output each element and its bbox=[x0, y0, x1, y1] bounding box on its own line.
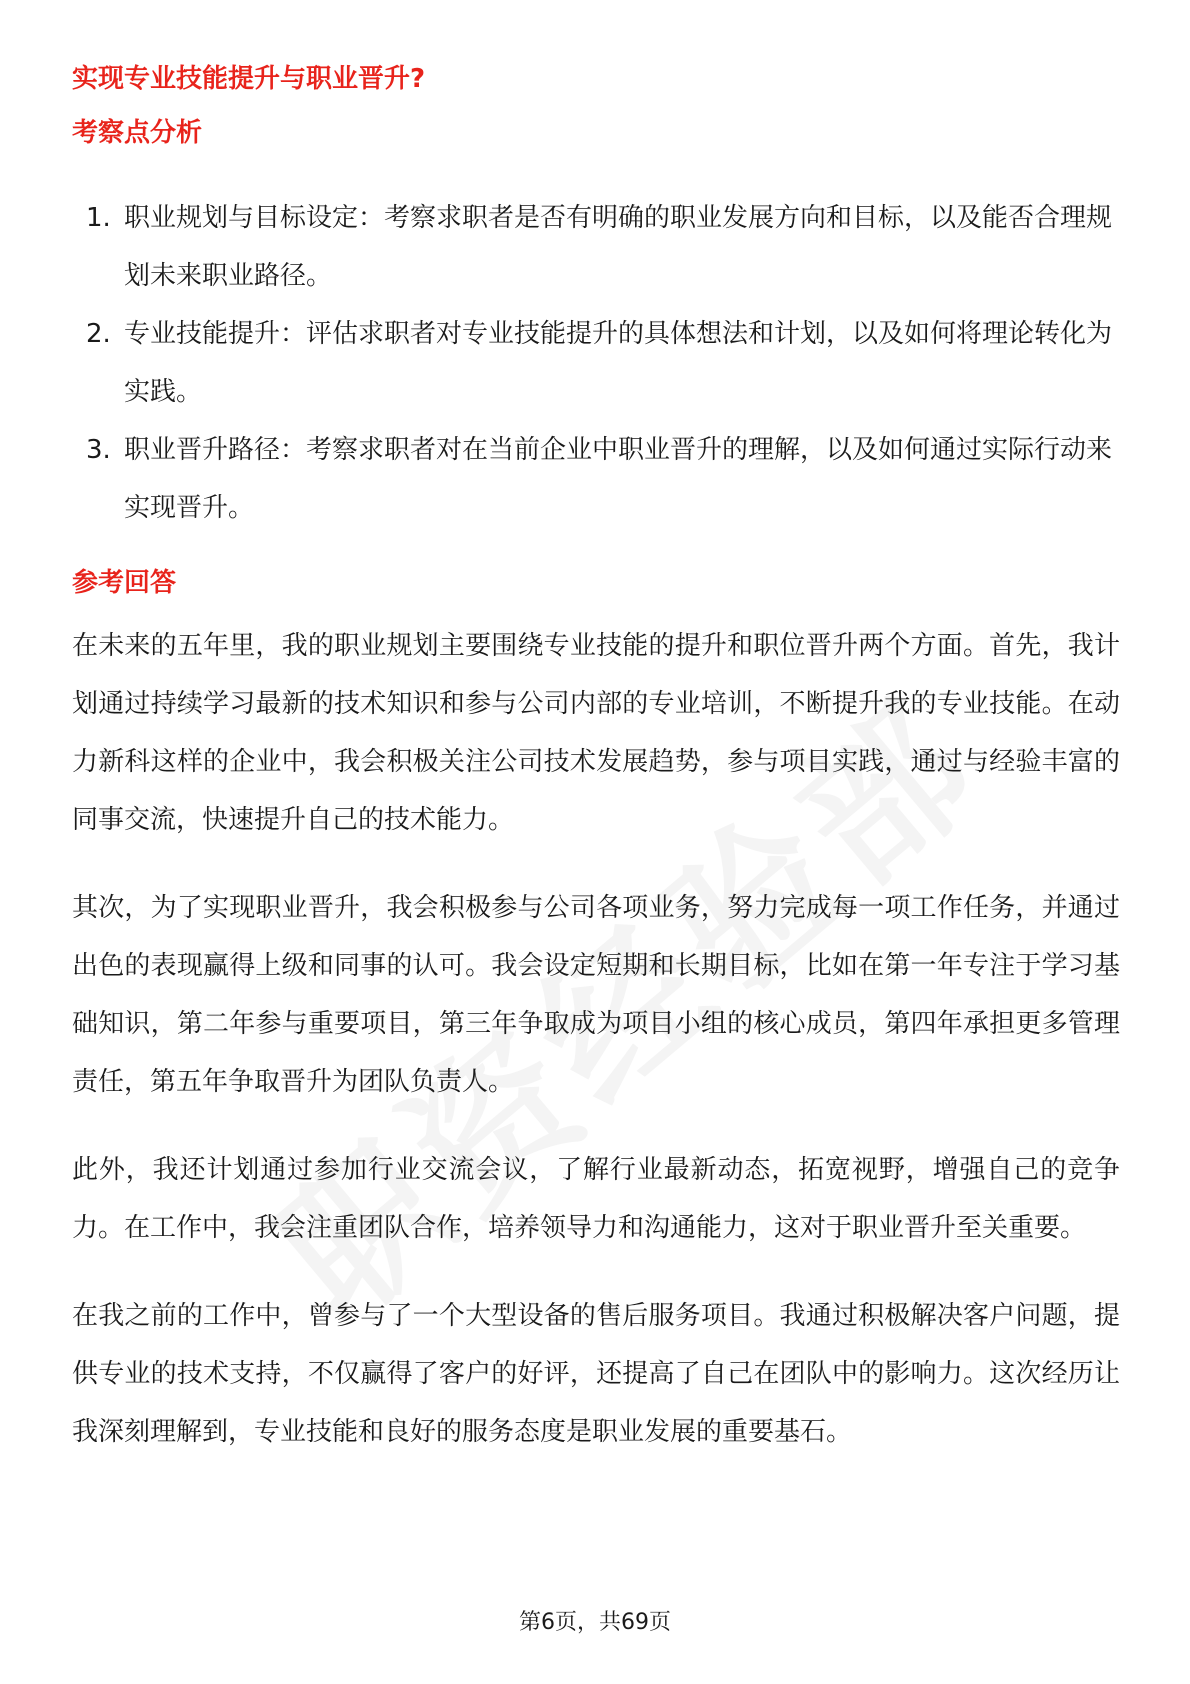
question-title: 实现专业技能提升与职业晋升? bbox=[72, 64, 426, 94]
analysis-point bbox=[72, 305, 1120, 421]
page-number: 第6页，共69页 bbox=[519, 1610, 671, 1635]
point-text: 职业规划与目标设定：考察求职者是否有明确的职业发展方向和目标，以及能否合理规划未来职业路径。 bbox=[124, 203, 1113, 291]
analysis-list bbox=[72, 189, 1120, 537]
analysis-heading: 考察点分析 bbox=[72, 118, 203, 148]
analysis-point bbox=[72, 421, 1120, 537]
point-number: 1. bbox=[86, 203, 111, 233]
point-text: 职业晋升路径：考察求职者对在当前企业中职业晋升的理解，以及如何通过实际行动来实现晋升。 bbox=[124, 435, 1113, 523]
answer-heading: 参考回答 bbox=[72, 568, 177, 598]
answer-paragraph: 在未来的五年里，我的职业规划主要围绕专业技能的提升和职位晋升两个方面。首先，我计划通过持续学习最新的技术知识和参与公司内部的专业培训，不断提升我的专业技能。在动力新科这样的企业中，我会积极关注公司技术发展趋势，参与项目实践，通过与经验丰富的同事交流，快速提升自己的技术能力。 bbox=[72, 631, 1120, 835]
answer-paragraph: 其次，为了实现职业晋升，我会积极参与公司各项业务，努力完成每一项工作任务，并通过出色的表现赢得上级和同事的认可。我会设定短期和长期目标，比如在第一年专注于学习基础知识，第二年参与重要项目，第三年争取成为项目小组的核心成员，第四年承担更多管理责任，第五年争取晋升为团队负责人。 bbox=[72, 893, 1120, 1097]
analysis-point bbox=[72, 189, 1120, 305]
answer-paragraph: 在我之前的工作中，曾参与了一个大型设备的售后服务项目。我通过积极解决客户问题，提供专业的技术支持，不仅赢得了客户的好评，还提高了自己在团队中的影响力。这次经历让我深刻理解到，专业技能和良好的服务态度是职业发展的重要基石。 bbox=[72, 1301, 1120, 1447]
answer-paragraph: 此外，我还计划通过参加行业交流会议，了解行业最新动态，拓宽视野，增强自己的竞争力。在工作中，我会注重团队合作，培养领导力和沟通能力，这对于职业晋升至关重要。 bbox=[72, 1155, 1120, 1243]
point-number: 3. bbox=[86, 435, 111, 465]
content-area bbox=[72, 55, 1120, 1461]
point-text: 专业技能提升：评估求职者对专业技能提升的具体想法和计划，以及如何将理论转化为实践。 bbox=[124, 319, 1113, 407]
point-number: 2. bbox=[86, 319, 111, 349]
